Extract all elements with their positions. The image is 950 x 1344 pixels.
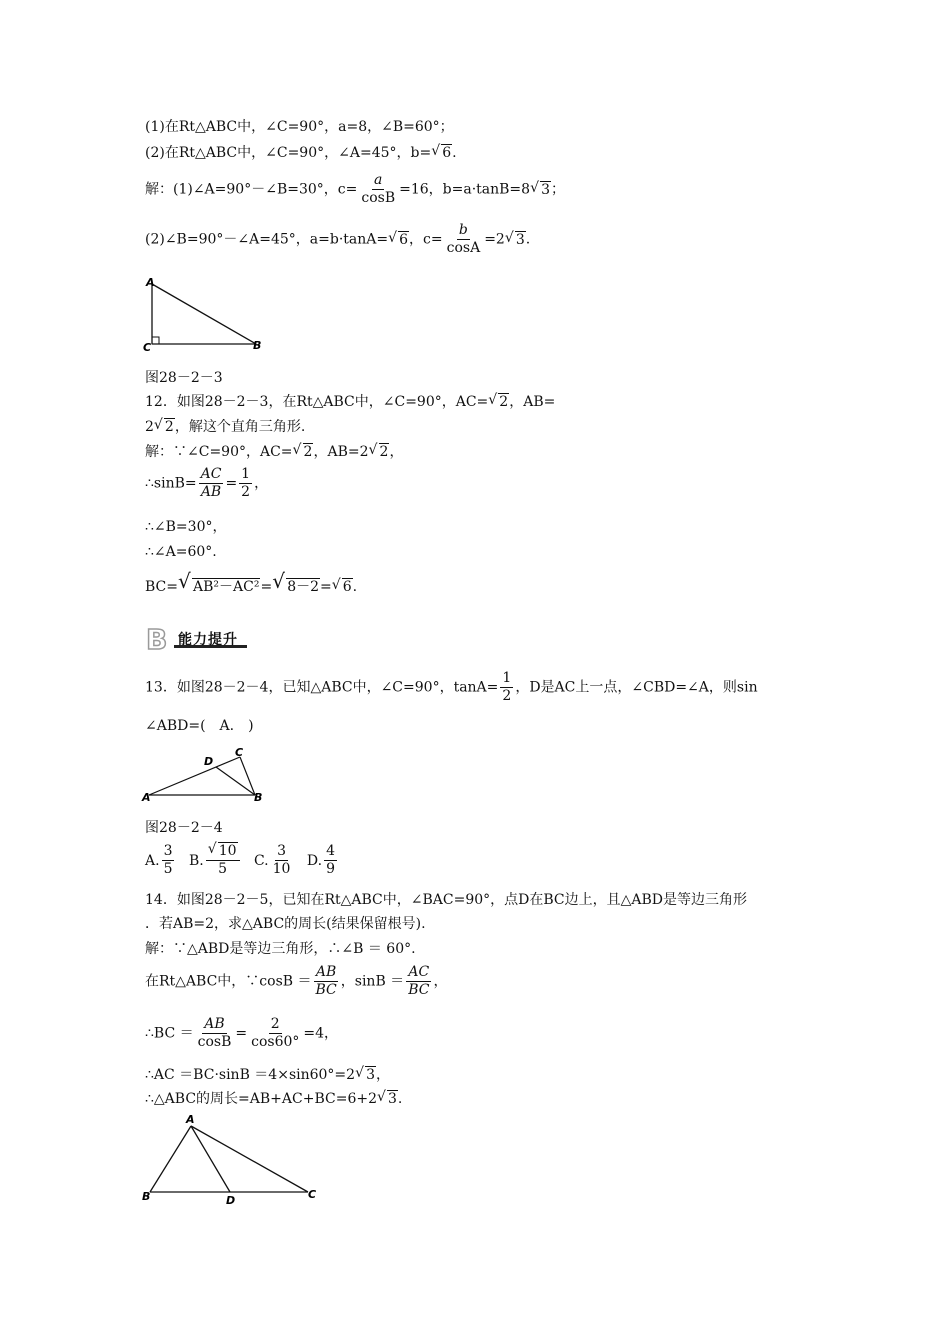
figure-28-2-3 <box>138 274 268 356</box>
sqrt: √ 2 <box>368 442 389 460</box>
solution-12-line3: ∴∠B=30°， <box>145 519 227 535</box>
label-b: B <box>253 339 262 352</box>
sqrt: √ 2 <box>488 392 509 410</box>
section-title: 能力提升 <box>178 632 238 648</box>
label-c: C <box>308 1188 317 1201</box>
figure-caption: 图28－2－4 <box>145 820 223 836</box>
choice-c: C. $\frac{3}{10}$ <box>253 843 291 877</box>
problem-12-line2: 2 √ 2，解这个直角三角形. <box>145 417 306 435</box>
choice-a: A. $\frac{3}{5}$ <box>145 843 173 877</box>
choice-d: D. $\frac{4}{9}$ <box>306 843 336 877</box>
sqrt: √ 2 <box>292 442 313 460</box>
problem-13-line2: ∠ABD=( A. ) <box>145 718 254 734</box>
solution-14-line5: ∴△ABC的周长=AB+AC+BC=6+2 √ 3. <box>145 1089 403 1107</box>
fraction: $\frac{a}{\cos B}$ <box>361 172 396 206</box>
answer-choices <box>145 843 347 878</box>
solution-11-part2: (2)∠B=90°－∠A=45°，a=b·tanA= √ 6，c= $\frac{b}{\cos A}$ =2 √ 3. <box>145 222 531 256</box>
label-c: C <box>235 746 244 759</box>
label-a: A <box>142 791 151 804</box>
sqrt: √ 2 <box>153 417 174 435</box>
badge-letter: B <box>146 624 168 652</box>
label-a: A <box>146 276 155 289</box>
solution-12-line4: ∴∠A=60°. <box>145 544 217 560</box>
sqrt: √ 3 <box>504 229 525 248</box>
label-a: A <box>186 1113 195 1126</box>
sqrt: √ AB²－AC² <box>178 569 260 595</box>
choice-b: B. √ 10 5 <box>189 843 242 878</box>
solution-14-line1: 解：∵△ABD是等边三角形，∴∠B ＝ 60°. <box>145 941 416 957</box>
label-d: D <box>204 755 214 768</box>
label-b: B <box>142 1190 151 1203</box>
sqrt: √ 6 <box>431 143 452 161</box>
problem-14-line2: ．若AB=2，求△ABC的周长(结果保留根号). <box>145 916 426 932</box>
problem-11-part2: (2)在Rt△ABC中，∠C=90°，∠A=45°，b= √ 6. <box>145 143 457 161</box>
figure-28-2-4 <box>140 745 270 805</box>
figure-28-2-5 <box>138 1110 328 1210</box>
solution-12-line5: BC= √ AB²－AC²= √ 8－2= √ 6. <box>145 569 358 595</box>
label-d: D <box>226 1194 236 1207</box>
fraction: $\frac{b}{\cos A}$ <box>446 222 481 256</box>
solution-11-part1: 解：(1)∠A=90°－∠B=30°，c= $\frac{a}{\cos B}$ =16，b=a·tanB=8 √ 3； <box>145 172 565 206</box>
problem-11-part1: (1)在Rt△ABC中，∠C=90°，a=8，∠B=60°； <box>145 119 454 135</box>
solution-14-line4: ∴AC ＝BC·sinB ＝4×sin60°=2 √ 3， <box>145 1065 390 1083</box>
figure-caption: 图28－2－3 <box>145 370 223 386</box>
solution-12-line1: 解：∵∠C=90°，AC= √ 2，AB=2 √ 2， <box>145 442 404 460</box>
solution-12-line2: ∴sinB= $\frac{AC}{AB}$ = $\frac{1}{2}$ ， <box>145 466 269 500</box>
sqrt: √ 6 <box>388 229 409 248</box>
sqrt: √ 8－2 <box>272 569 320 595</box>
fraction: $\frac{1}{2}$ <box>241 466 251 500</box>
sqrt: √ 6 <box>331 577 352 595</box>
problem-12-line1: 12．如图28－2－3，在Rt△ABC中，∠C=90°，AC= √ 2，AB= <box>145 392 556 410</box>
problem-13-line1: 13．如图28－2－4，已知△ABC中，∠C=90°，tanA= $\frac{1}{2}$ ，D是AC上一点，∠CBD=∠A，则sin <box>145 670 758 704</box>
fraction: $\frac{1}{2}$ <box>502 670 512 704</box>
solution-14-line2: 在Rt△ABC中，∵cosB ＝ $\frac{AB}{BC}$ ，sinB ＝ $\frac{AC}{BC}$ ， <box>145 964 448 998</box>
solution-14-line3: ∴BC ＝ $\frac{AB}{\cos B}$ = $\frac{2}{\cos 60^\circ}$ =4， <box>145 1016 339 1050</box>
problem-14-line1: 14．如图28－2－5，已知在Rt△ABC中，∠BAC=90°，点D在BC边上，且△ABD是等边三角形 <box>145 892 748 908</box>
label-c: C <box>143 341 152 354</box>
fraction: $\frac{AC}{AB}$ <box>200 466 222 500</box>
sqrt: √ 3 <box>530 179 550 198</box>
label-b: B <box>254 791 263 804</box>
